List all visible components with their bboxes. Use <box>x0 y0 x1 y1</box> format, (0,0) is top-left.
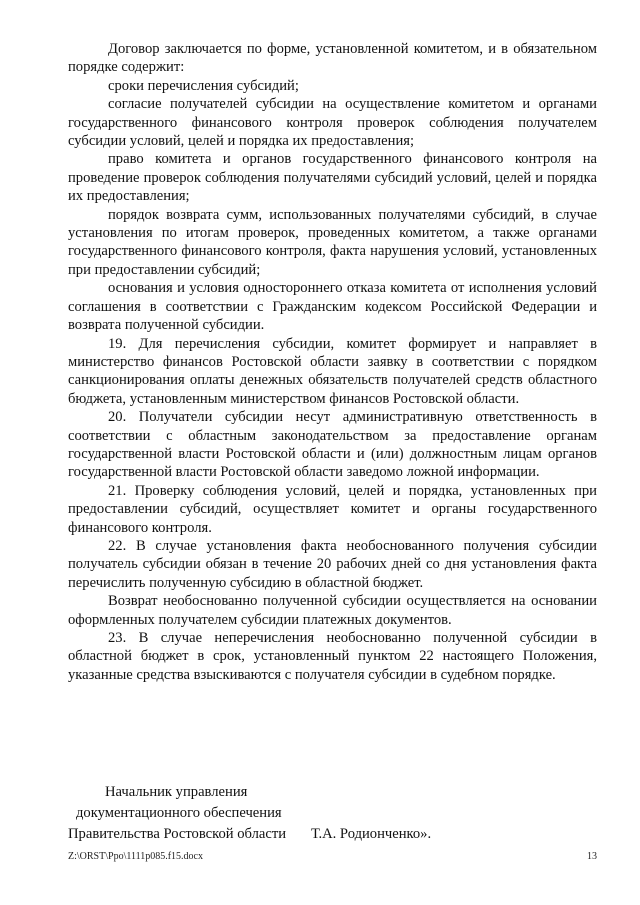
document-body <box>68 40 597 684</box>
paragraph-refund-basis: Возврат необоснованно полученной субсидии осуществляется на основании оформленных получателем субсидии платежных документов. <box>68 593 597 628</box>
signatory-name: Т.А. Родионченко». <box>311 826 432 842</box>
paragraph-consent-inspections: согласие получателей субсидии на осуществление комитетом и органами государственного финансового контроля проверок соблюдения получателем субсидии условий, целей и порядка их предоставления; <box>68 96 597 150</box>
paragraph-item-21: 21. Проверку соблюдения условий, целей и порядка, установленных при предоставлении субсидий, осуществляет комитет и органы государственного финансового контроля. <box>68 482 597 536</box>
paragraph-transfer-terms: сроки перечисления субсидий; <box>108 77 299 94</box>
paragraph-item-22: 22. В случае установления факта необоснованного получения субсидии получатель субсидии обязан в течение 20 рабочих дней со дня установления факта перечислить полученную субсидию в областной бюджет. <box>68 537 597 591</box>
paragraph-unilateral-refusal: основания и условия одностороннего отказа комитета от исполнения условий соглашения в соответствии с Гражданским кодексом Российской Федерации и возврата полученной субсидии. <box>68 280 597 334</box>
paragraph-item-23: 23. В случае неперечисления необоснованно полученной субсидии в областной бюджет в срок, установленный пунктом 22 настоящего Положения, указанные средства взыскиваются с получателя субсидии в судебном порядке. <box>68 630 597 683</box>
paragraph-contract-form: Договор заключается по форме, установленной комитетом, и в обязательном порядке содержит: <box>68 41 597 76</box>
file-path: Z:\ORST\Ppo\1111p085.f15.docx <box>68 851 203 862</box>
signatory-title-line-2: документационного обеспечения <box>76 805 282 821</box>
signatory-title-line-3: Правительства Ростовской области <box>68 826 287 842</box>
signature-block <box>68 782 597 845</box>
paragraph-right-to-inspect: право комитета и органов государственного финансового контроля на проведение проверок соблюдения получателями субсидий условий, целей и порядка их предоставления; <box>68 151 597 205</box>
paragraph-item-19: 19. Для перечисления субсидии, комитет формирует и направляет в министерство финансов Ростовской области заявку в соответствии с порядком санкционирования оплаты денежных обязательств получателей средств областного бюджета, установленным министерством финансов Ростовской области. <box>68 335 597 407</box>
signatory-title-line-1: Начальник управления <box>105 784 248 800</box>
paragraph-refund-procedure: порядок возврата сумм, использованных получателями субсидий, в случае установления по итогам проверок, проведенных комитетом, а также органами государственного финансового контроля, факта нарушения условий, установленных при предоставлении субсидий; <box>68 206 597 278</box>
page-number: 13 <box>587 851 597 862</box>
paragraph-item-20: 20. Получатели субсидии несут административную ответственность в соответствии с областным законодательством за предоставление органам государственной власти Ростовской области и (или) должностным лицам органов государственной власти Ростовской области заведомо ложной информации. <box>68 409 597 481</box>
